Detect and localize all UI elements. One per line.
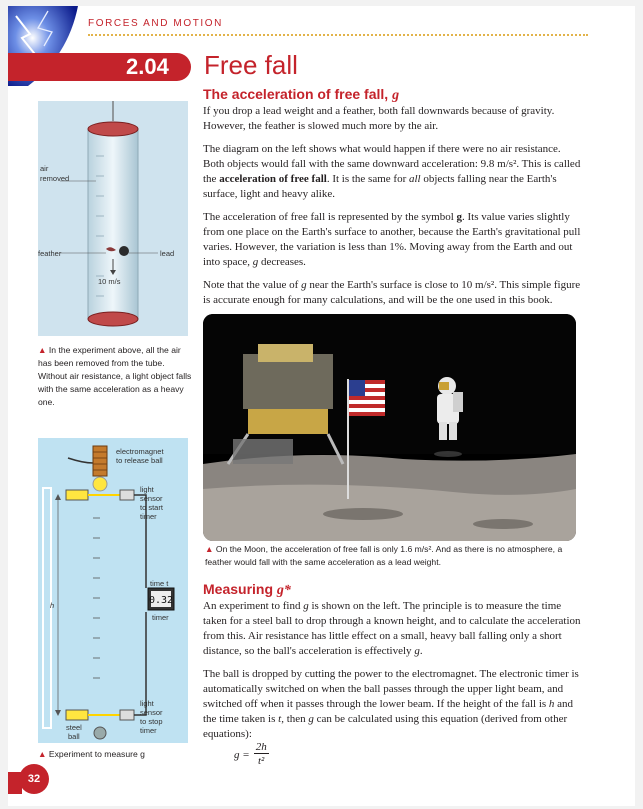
paragraph: Note that the value of g near the Earth's surface is close to 10 m/s². This simple figure is accurate enough for many calculations, and will be the one used in this book.: [203, 279, 581, 306]
paragraph: If you drop a lead weight and a feather, both fall downwards because of gravity. However, the feather is slowed much more by the air.: [203, 105, 555, 132]
start-sensor-label-4: timer: [140, 512, 157, 521]
lower-sensor: [120, 710, 134, 720]
stop-sensor-label-3: to stop: [140, 717, 163, 726]
tube-caption: ▲ In the experiment above, all the air has been removed from the tube. Without air resistance, a light object falls with the same acceleration as a heavy one.: [38, 345, 192, 407]
glass-tube: [88, 129, 138, 319]
label-speed: 10 m/s: [98, 277, 121, 286]
paragraph: The diagram on the left shows what would happen if there were no air resistance. Both objects would fall with the same downward acceleration: 9.8 m/s². This is called the acceleration of free fall. It is the same for all objects falling near the Earth's surface, light and heavy alike.: [203, 143, 581, 200]
formula: [233, 741, 269, 768]
tube-top-cap: [88, 122, 138, 136]
upper-sensor: [120, 490, 134, 500]
apparatus-figure: [38, 438, 188, 743]
page-number: 32: [19, 764, 49, 794]
ball-label: ball: [68, 732, 80, 741]
upper-lamp: [66, 490, 88, 500]
start-sensor-label-2: sensor: [140, 494, 163, 503]
time-label: time t: [150, 579, 169, 588]
label-feather: feather: [38, 249, 62, 258]
section-number: 2.04: [126, 54, 169, 79]
formula-numerator: 2h: [255, 741, 267, 753]
lower-lamp: [66, 710, 88, 720]
steel-ball-top: [93, 477, 107, 491]
electromagnet-coil: [93, 446, 107, 476]
vacuum-tube-figure: [38, 101, 188, 336]
lead-weight: [119, 246, 129, 256]
tube-bottom-cap: [88, 312, 138, 326]
paragraph: The ball is dropped by cutting the power to the electromagnet. The electronic timer is automatically switched on when the ball passes through the upper light beam, and switched off when it passes through the lower beam. If the height of the fall is h and the time taken is t, then g can be calculated using this equation (derived from other equations):: [203, 668, 579, 740]
stop-sensor-label-1: light: [140, 699, 154, 708]
timer-value: 0.32: [148, 595, 174, 606]
height-label: h: [50, 601, 55, 610]
paragraph: The acceleration of free fall is represented by the symbol g. Its value varies slightly from one place on the Earth's surface to another, because the Earth's gravitational pull varies. However, the variation is less than 1%. Moving away from the Earth and out into space, g decreases.: [203, 211, 581, 268]
steel-ball-bottom: [94, 727, 106, 739]
start-sensor-label-3: to start: [140, 503, 163, 512]
section-title: Free fall: [204, 50, 298, 80]
stop-sensor-label-4: timer: [140, 726, 157, 735]
steel-label: steel: [66, 723, 82, 732]
chapter-title: FORCES AND MOTION: [88, 18, 223, 29]
label-removed: removed: [40, 174, 70, 183]
electromagnet-label-1: electromagnet: [116, 447, 164, 456]
formula-lhs: g =: [234, 748, 250, 761]
heading-measuring: Measuring g*: [203, 581, 291, 598]
heading-acceleration: The acceleration of free fall, g: [203, 86, 400, 103]
moon-photo: [203, 314, 576, 541]
moon-caption: ▲ On the Moon, the acceleration of free fall is only 1.6 m/s². And as there is no atmosphere, a feather would fall with the same acceleration as a lead weight.: [205, 544, 563, 567]
apparatus-caption: ▲ Experiment to measure g: [38, 749, 145, 759]
electromagnet-label-2: to release ball: [116, 456, 163, 465]
label-lead: lead: [160, 249, 175, 258]
label-air: air: [40, 164, 49, 173]
paragraph: An experiment to find g is shown on the left. The principle is to measure the time taken for a steel ball to drop through a known height, and to calculate the acceleration from this. Air resistance has little effect on a small, heavy ball falling only a short distance, so the ball's acceleration is effectively g.: [203, 600, 581, 657]
section-acceleration: [203, 86, 583, 316]
timer-label: timer: [152, 613, 169, 622]
textbook-page: [8, 6, 635, 806]
stop-sensor-label-2: sensor: [140, 708, 163, 717]
section-measuring: [203, 581, 583, 750]
formula-denominator: t²: [258, 755, 265, 767]
dotted-divider: [88, 34, 588, 36]
start-sensor-label-1: light: [140, 485, 154, 494]
